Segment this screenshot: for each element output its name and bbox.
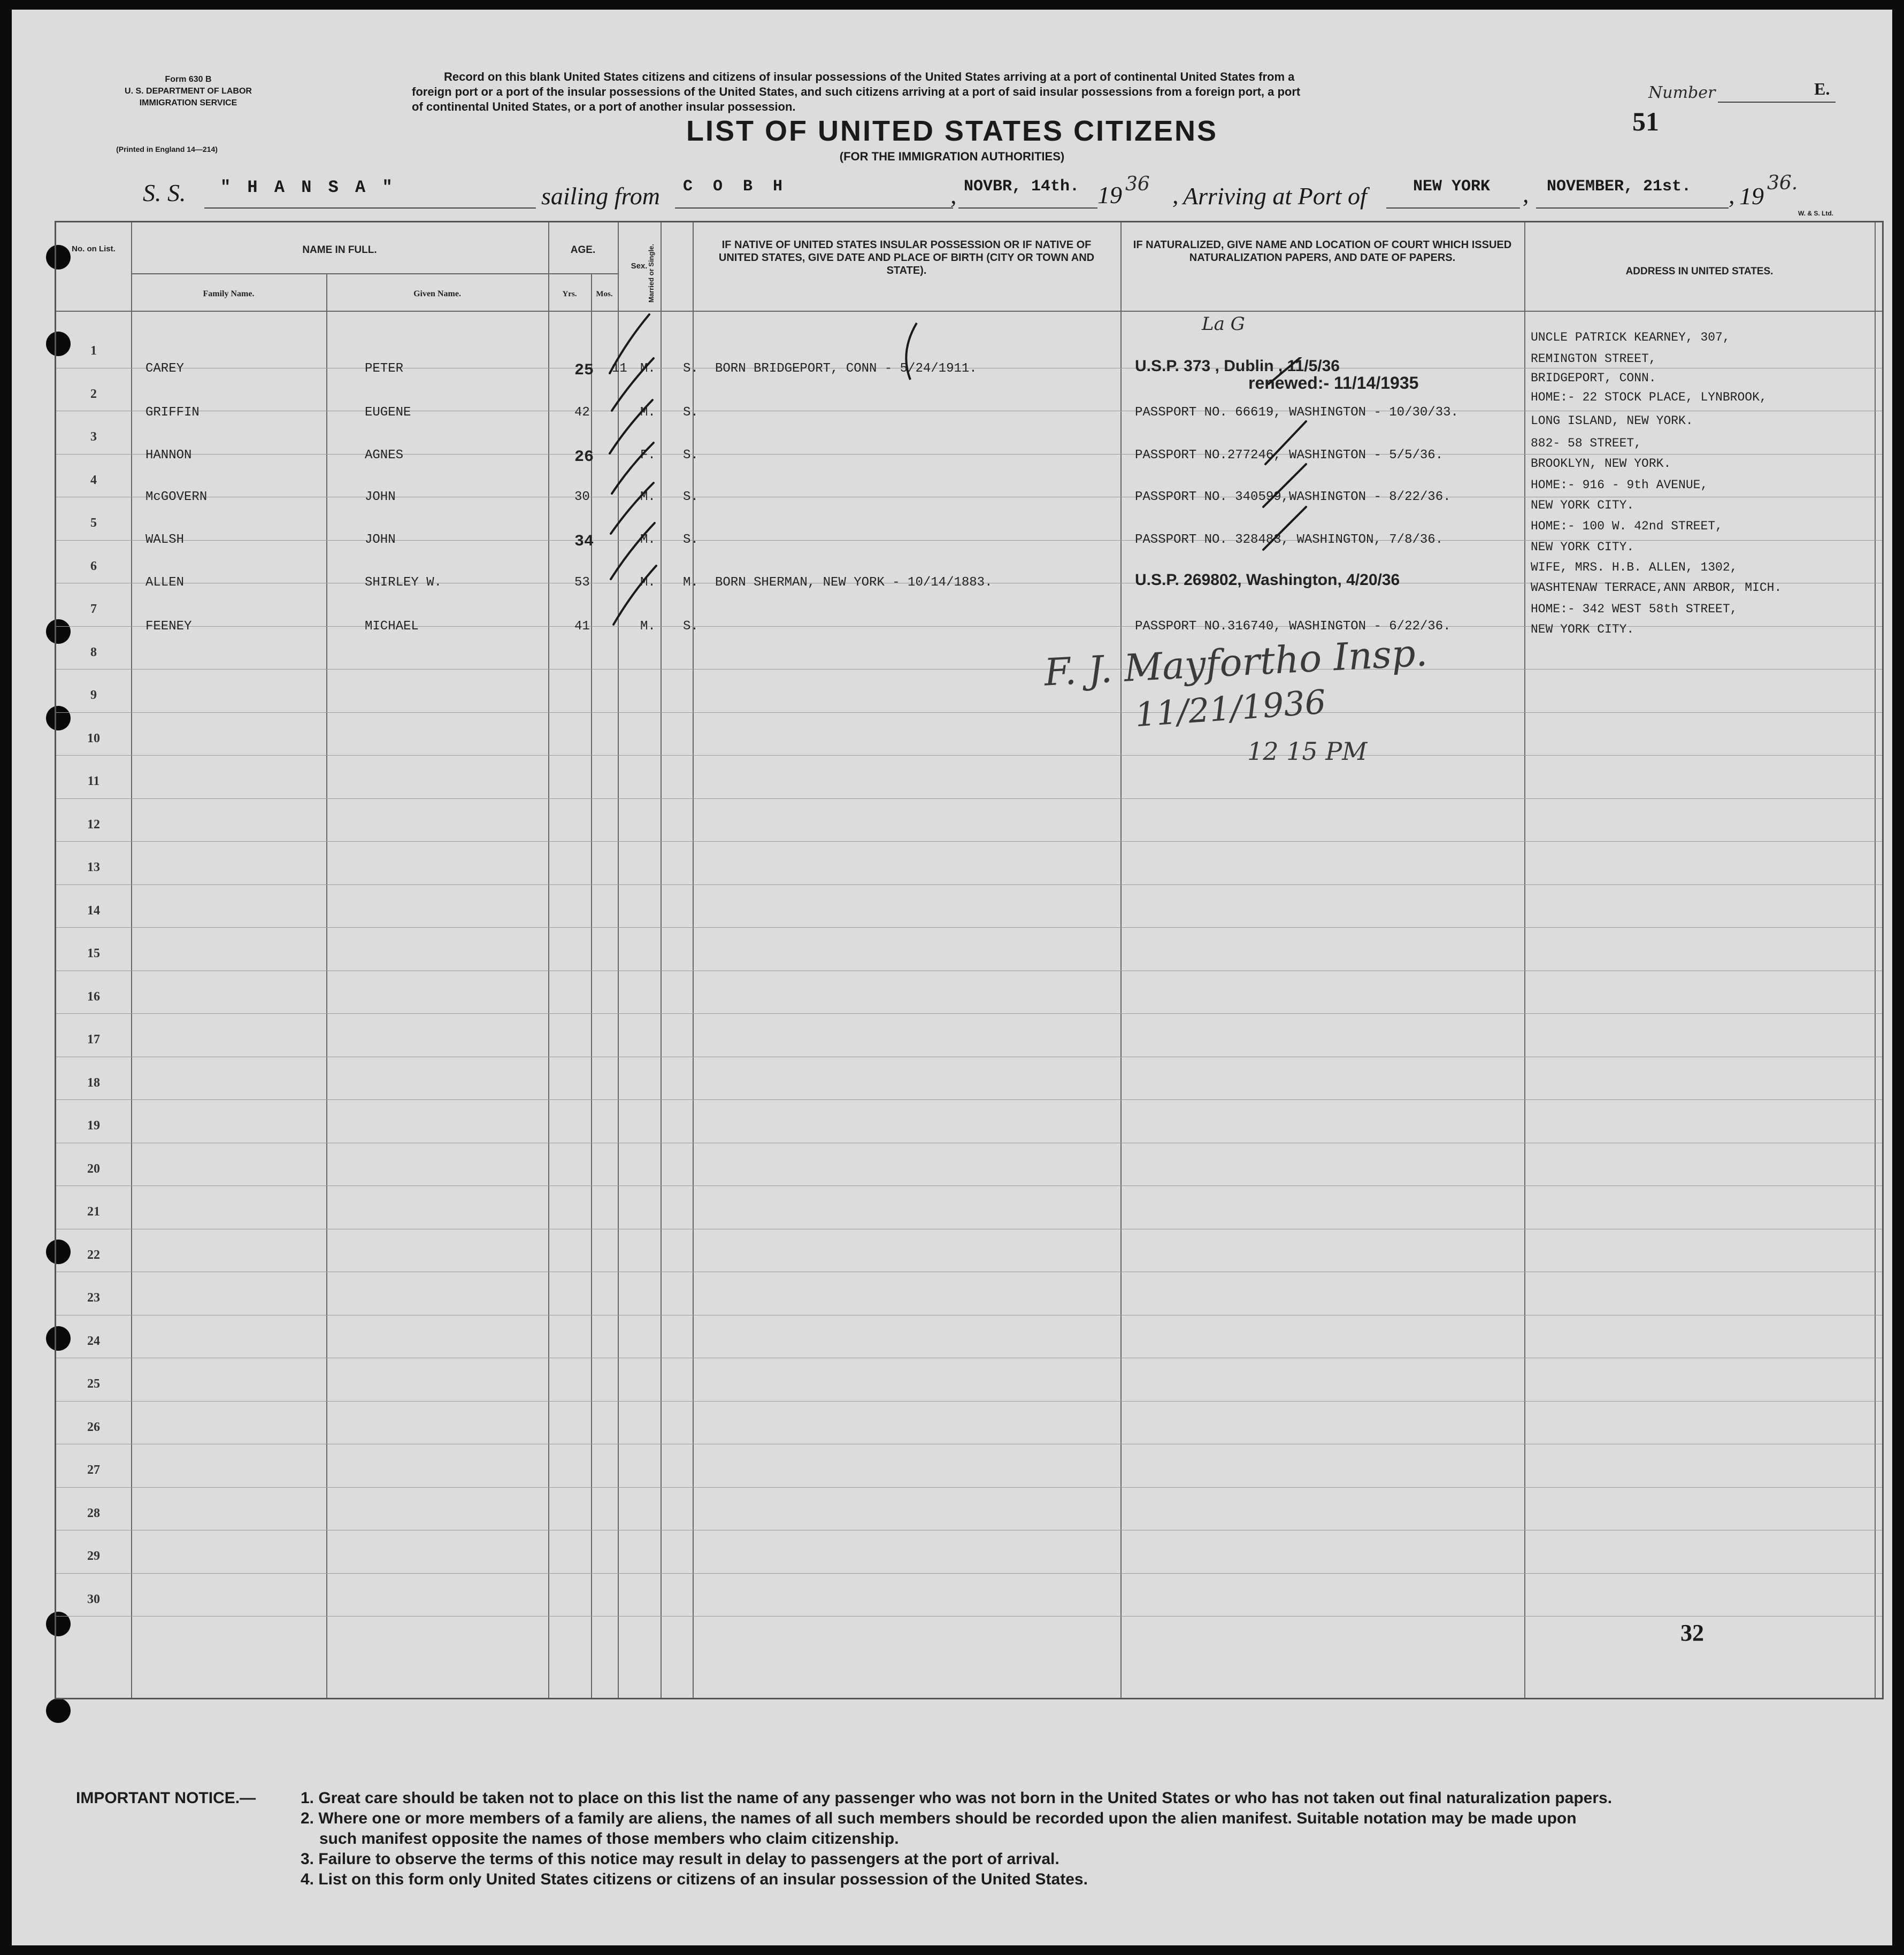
address-line: BRIDGEPORT, CONN. [1531,371,1656,385]
row-number: 21 [87,1205,100,1219]
check-mark [610,314,649,373]
address-line: NEW YORK CITY. [1531,540,1634,554]
sex-cell: M. [640,533,656,547]
ship-name: " H A N S A " [220,178,396,197]
manifest-page [12,10,1892,1945]
address-line: UNCLE PATRICK KEARNEY, 307, [1531,330,1730,344]
row-line [56,1099,1882,1100]
row-line [56,927,1882,928]
row-number: 23 [87,1291,100,1305]
papers-cell: PASSPORT NO. 328483, WASHINGTON, 7/8/36. [1135,533,1444,547]
row-number: 30 [87,1592,100,1606]
check-mark-birth [894,320,926,384]
row-number: 26 [87,1420,100,1434]
check-mark [613,566,656,625]
family-name-cell: FEENEY [145,619,192,634]
date-to-underline [1536,207,1729,209]
number-label: Number [1648,83,1716,102]
notice-item-2: 2. Where one or more members of a family are aliens, the names of all such members should be recorded upon the alien manifest. Suitable notation may be made upon [301,1810,1577,1827]
papers-cell: U.S.P. 373 , Dublin , 11/5/36 [1135,357,1340,375]
address-line: HOME:- 342 WEST 58th STREET, [1531,602,1738,616]
address-line: 882- 58 STREET, [1531,436,1642,450]
row-number: 1 [90,344,97,358]
printed-note: (Printed in England 14—214) [116,145,218,153]
family-name-cell: ALLEN [145,575,185,590]
row-number: 29 [87,1549,100,1563]
row-number: 25 [87,1377,100,1391]
sex-cell: F. [640,448,656,463]
row-line [56,798,1882,799]
comma-4: , [1729,181,1735,209]
address-line: HOME:- 22 STOCK PLACE, LYNBROOK, [1531,390,1767,404]
notice-item-3: 3. Failure to observe the terms of this notice may result in delay to passengers at the port of arrival. [301,1850,1060,1868]
comma-1: , [950,181,957,209]
column-divider [326,273,327,1698]
record-note-line-3: of continental United States, or a port of another insular possession. [412,100,796,113]
year-to: 36. [1767,172,1798,194]
birth-place-cell: BORN BRIDGEPORT, CONN - 5/24/1911. [715,361,977,376]
given-name-cell: AGNES [365,448,404,463]
row-number: 7 [90,602,97,616]
header-married-single: Married or Single. [647,244,655,303]
number-value: E. [1814,79,1830,98]
given-name-cell: MICHAEL [365,619,419,634]
family-name-cell: HANNON [145,448,192,463]
age-years-cell: 34 [574,533,594,551]
header-name-in-full: NAME IN FULL. [302,244,377,256]
year-prefix-from: 19 [1097,181,1122,209]
papers-cell: PASSPORT NO. 340599,WASHINGTON - 8/22/36. [1135,490,1451,504]
header-no-on-list: No. on List. [72,244,116,253]
header-sex: Sex. [631,261,648,271]
notice-heading: IMPORTANT NOTICE.— [76,1789,256,1807]
row-line [56,1573,1882,1574]
row-number: 15 [87,946,100,960]
family-name-cell: CAREY [145,361,185,376]
marital-status-cell: S. [683,533,698,547]
header-mos: Mos. [596,290,613,298]
sex-cell: M. [640,490,656,504]
age-years-cell: 53 [574,575,590,590]
header-yrs: Yrs. [562,290,577,298]
birth-place-cell: BORN SHERMAN, NEW YORK - 10/14/1883. [715,575,993,590]
row-number: 24 [87,1334,100,1348]
header-family-name: Family Name. [203,289,255,298]
binder-hole [46,1698,71,1723]
address-line: WIFE, MRS. H.B. ALLEN, 1302, [1531,560,1738,574]
sailing-from-label: sailing from [541,182,660,210]
check-mark [1263,507,1306,550]
check-mark [612,358,654,411]
age-years-cell: 42 [574,405,590,420]
row-number: 20 [87,1161,100,1176]
row-line [56,454,1882,455]
column-divider [693,222,694,1698]
renewed-note: renewed:- 11/14/1935 [1248,373,1419,392]
row-number: 6 [90,559,97,573]
marital-status-cell: S. [683,405,698,420]
row-number: 17 [87,1033,100,1046]
row-number: 10 [87,731,100,745]
header-bottom [56,311,1882,312]
port-to-underline [1386,207,1520,209]
row-line [56,712,1882,713]
given-name-cell: EUGENE [365,405,411,420]
form-identifier [103,74,274,109]
row-number: 16 [87,989,100,1004]
row-number: 19 [87,1119,100,1133]
marital-status-cell: S. [683,490,698,504]
inspection-time: 12 15 PM [1247,737,1368,766]
notice-item-2-cont: such manifest opposite the names of those members who claim citizenship. [319,1830,899,1848]
row-line [56,1487,1882,1488]
row-line [56,755,1882,756]
check-mark [610,400,652,453]
address-line: LONG ISLAND, NEW YORK. [1531,414,1693,428]
age-years-cell: 26 [574,448,594,466]
record-note-line-1: Record on this blank United States citizens and citizens of insular possessions of the United States arriving at a port of continental United States from a [444,70,1295,83]
row-line [56,1013,1882,1014]
check-mark [1269,357,1301,384]
header-native: IF NATIVE OF UNITED STATES INSULAR POSSESSION OR IF NATIVE OF UNITED STATES, GIVE DATE AND PLACE OF BIRTH (CITY OR TOWN AND STATE). [718,239,1095,276]
notice-item-1: 1. Great care should be taken not to place on this list the name of any passenger who was not born in the United States or who has not taken out final naturalization papers. [301,1789,1613,1807]
check-mark [1263,464,1306,507]
given-name-cell: JOHN [365,533,396,547]
row-number: 11 [87,774,100,788]
address-line: BROOKLYN, NEW YORK. [1531,457,1671,471]
row-number: 9 [90,688,97,702]
page-subtitle: (FOR THE IMMIGRATION AUTHORITIES) [839,150,1065,163]
sex-cell: M. [640,619,656,634]
inspection-date: 11/21/1936 [1133,682,1327,735]
header-given-name: Given Name. [413,289,461,298]
arriving-label: Arriving at Port of [1183,182,1367,210]
page-title: LIST OF UNITED STATES CITIZENS [686,115,1218,147]
notice-item-4: 4. List on this form only United States citizens or citizens of an insular possession of the United States. [301,1871,1088,1888]
row-number: 3 [90,430,97,444]
service-name: IMMIGRATION SERVICE [139,98,237,107]
date-to: NOVEMBER, 21st. [1547,178,1692,196]
check-mark [611,483,654,534]
sex-cell: M. [640,405,656,420]
record-note [412,70,1524,114]
number-underline [1718,102,1836,103]
year-prefix-to: 19 [1739,182,1764,210]
header-age: AGE. [570,244,596,256]
list-number: 51 [1632,106,1659,136]
check-mark [611,523,655,579]
port-from-underline [675,207,953,209]
row-number: 5 [90,516,97,530]
column-divider [1120,222,1122,1698]
ss-label: S. S. [143,179,186,206]
age-years-cell: 30 [574,490,590,504]
family-name-cell: GRIFFIN [145,405,199,420]
column-divider [591,273,592,1698]
age-months-cell: 11 [612,361,627,376]
comma-3: , [1523,180,1529,207]
family-name-cell: McGOVERN [145,490,208,504]
age-years-cell: 25 [574,361,594,380]
column-divider [1875,222,1876,1698]
row-number: 28 [87,1506,100,1520]
row-number: 8 [90,645,97,659]
check-mark [612,443,654,494]
age-years-cell: 41 [574,619,590,634]
address-line: HOME:- 100 W. 42nd STREET, [1531,519,1723,533]
handwritten-annotation: La G [1202,313,1245,335]
row-number: 18 [87,1075,100,1090]
row-number: 27 [87,1463,100,1477]
marital-status-cell: S. [683,361,698,376]
sex-cell: M. [640,361,656,376]
department-name: U. S. DEPARTMENT OF LABOR [125,87,252,96]
papers-cell: PASSPORT NO.316740, WASHINGTON - 6/22/36. [1135,619,1451,634]
row-line [56,1401,1882,1402]
marital-status-cell: S. [683,619,698,634]
record-note-line-2: foreign port or a port of the insular possessions of the United States, and such citizens arriving at a port of said insular possessions from a foreign port, a port [412,85,1301,98]
port-from: C O B H [683,178,788,196]
printer-mark: W. & S. Ltd. [1798,210,1833,217]
given-name-cell: JOHN [365,490,396,504]
header-naturalized: IF NATURALIZED, GIVE NAME AND LOCATION OF COURT WHICH ISSUED NATURALIZATION PAPERS, AND DATE OF PAPERS. [1133,239,1512,264]
check-marks-papers [1258,357,1317,635]
marital-status-cell: S. [683,448,698,463]
column-divider [131,222,132,1698]
row-number: 4 [90,473,97,487]
row-number: 13 [87,860,100,874]
voyage-line [12,170,1892,218]
given-name-cell: SHIRLEY W. [365,575,442,590]
address-line: NEW YORK CITY. [1531,498,1634,512]
papers-cell: PASSPORT NO. 66619, WASHINGTON - 10/30/33. [1135,405,1458,420]
ship-underline [204,207,536,209]
date-from-underline [958,207,1097,209]
row-number: 22 [87,1248,100,1262]
form-number: Form 630 B [165,75,212,84]
row-number: 12 [87,817,100,832]
check-marks [600,309,664,630]
family-name-cell: WALSH [145,533,185,547]
sheet-number: 32 [1680,1620,1704,1646]
year-from: 36 [1125,173,1150,195]
given-name-cell: PETER [365,361,404,376]
row-line [56,1616,1882,1617]
row-number: 14 [87,903,100,918]
header-address: ADDRESS IN UNITED STATES. [1625,266,1774,277]
number-field [1638,79,1841,103]
comma-2: , [1172,181,1179,209]
check-mark [1265,421,1306,464]
port-to: NEW YORK [1413,178,1491,196]
date-from: NOVBR, 14th. [964,178,1080,196]
address-line: WASHTENAW TERRACE,ANN ARBOR, MICH. [1531,581,1782,595]
papers-cell: U.S.P. 269802, Washington, 4/20/36 [1135,571,1400,589]
address-line: REMINGTON STREET, [1531,352,1656,366]
column-divider [1524,222,1525,1698]
address-line: HOME:- 916 - 9th AVENUE, [1531,478,1708,492]
row-number: 2 [90,387,97,401]
row-line [56,884,1882,885]
row-line [56,841,1882,842]
header-divider [131,273,618,274]
marital-status-cell: M. [683,575,698,590]
column-divider [548,222,549,1698]
papers-cell: PASSPORT NO.277246, WASHINGTON - 5/5/36. [1135,448,1444,463]
sex-cell: M. [640,575,656,590]
address-line: NEW YORK CITY. [1531,622,1634,636]
inspector-signature: F. J. Mayfortho Insp. [1043,630,1429,695]
